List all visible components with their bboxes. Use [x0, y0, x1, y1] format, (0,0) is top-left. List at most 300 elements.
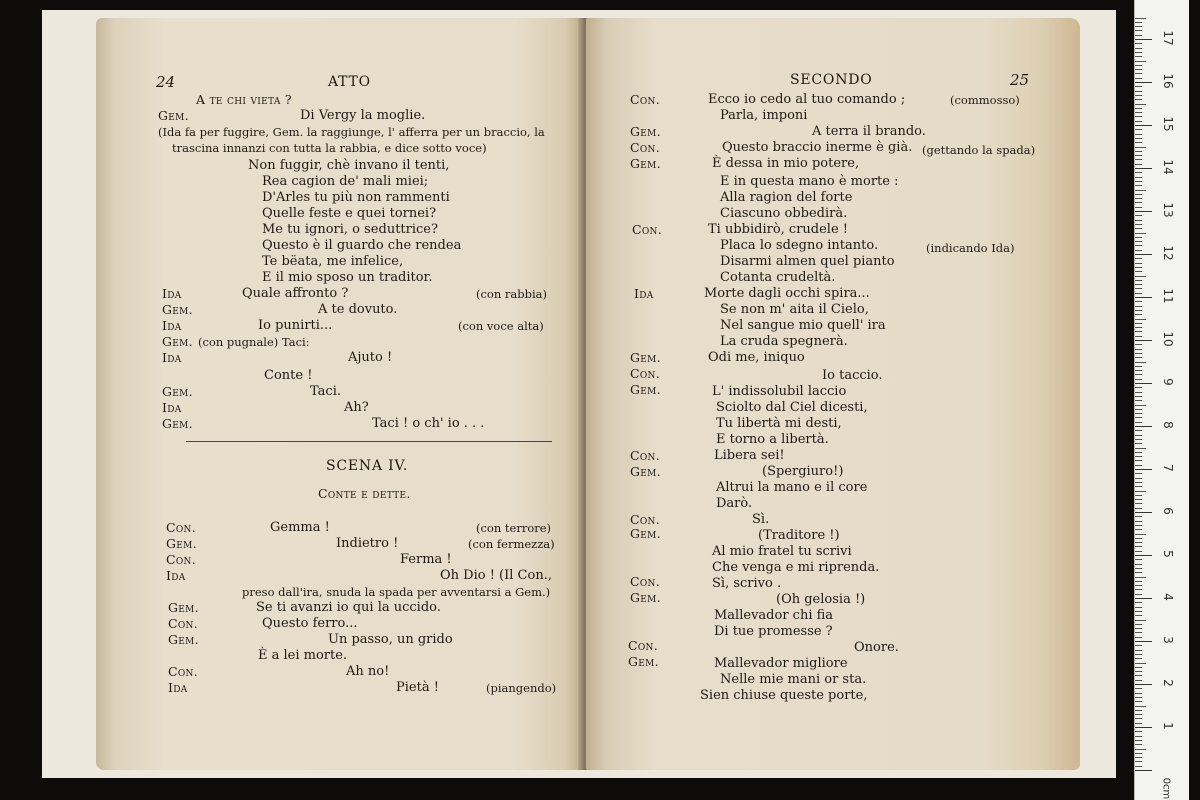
ruler-tick [1135, 147, 1146, 148]
speaker-name: Con. [630, 366, 660, 381]
ruler-tick [1135, 280, 1142, 281]
ruler-number: 14 [1161, 159, 1175, 175]
ruler-tick [1135, 237, 1142, 238]
ruler-tick [1135, 284, 1142, 285]
ruler-tick [1135, 534, 1146, 535]
ruler-tick [1135, 491, 1146, 492]
verse-line: Oh Dio ! (Il Con., [440, 568, 552, 583]
ruler-tick [1135, 684, 1152, 685]
ruler-tick [1135, 263, 1142, 264]
speaker-name: Con. [630, 512, 660, 527]
ruler-tick [1135, 422, 1142, 423]
ruler-tick [1135, 306, 1142, 307]
verse-line: Taci. [310, 384, 341, 399]
ruler-tick [1135, 310, 1142, 311]
verse-line: Onore. [854, 640, 899, 655]
ruler-tick [1135, 78, 1142, 79]
verse-line: L' indissolubil laccio [712, 384, 847, 399]
stage-direction: (con fermezza) [468, 537, 555, 551]
ruler-tick [1135, 349, 1142, 350]
ruler-tick [1135, 615, 1142, 616]
ruler-tick [1135, 546, 1142, 547]
ruler-tick [1135, 379, 1142, 380]
ruler-tick [1135, 198, 1142, 199]
ruler-tick [1135, 387, 1142, 388]
ruler-tick [1135, 521, 1142, 522]
ruler-tick [1135, 508, 1142, 509]
verse-line: Sien chiuse queste porte, [700, 688, 868, 703]
ruler-tick [1135, 336, 1142, 337]
speaker-name: Gem. [630, 156, 661, 171]
ruler-tick [1135, 26, 1142, 27]
ruler-number: 11 [1161, 288, 1175, 304]
ruler-tick [1135, 314, 1142, 315]
ruler-tick [1135, 473, 1142, 474]
stage-direction: (gettando la spada) [922, 143, 1036, 157]
verse-line: Questo braccio inerme è già. [722, 140, 913, 155]
verse-line: Darò. [716, 496, 753, 511]
ruler-tick [1135, 142, 1142, 143]
ruler-tick [1135, 288, 1142, 289]
ruler-tick [1135, 224, 1142, 225]
ruler-tick [1135, 542, 1142, 543]
ruler-number: 3 [1161, 636, 1175, 644]
ruler-tick [1135, 190, 1146, 191]
verse-line: Ti ubbidirò, crudele ! [708, 222, 849, 237]
speaker-name: Gem. [158, 108, 189, 123]
verse-line: Parla, imponi [720, 108, 808, 123]
ruler-tick [1135, 495, 1142, 496]
verse-line: Altrui la mano e il core [716, 480, 868, 495]
ruler-tick [1135, 628, 1142, 629]
ruler-tick [1135, 319, 1146, 320]
ruler-tick [1135, 650, 1142, 651]
verse-line: Te bëata, me infelice, [262, 254, 404, 269]
ruler-tick [1135, 417, 1142, 418]
speaker-name: Con. [630, 574, 660, 589]
ruler-tick [1135, 637, 1142, 638]
ruler-tick [1135, 405, 1146, 406]
verse-line: Quelle feste e quei tornei? [262, 206, 437, 221]
ruler-tick [1135, 594, 1142, 595]
ruler-tick [1135, 516, 1142, 517]
verse-line: Questo ferro... [262, 616, 358, 631]
page-number: 24 [156, 73, 176, 91]
ruler-tick [1135, 663, 1146, 664]
ruler-tick [1135, 108, 1142, 109]
ruler-tick [1135, 340, 1152, 341]
speaker-name: Con. [630, 92, 660, 107]
ruler-tick [1135, 641, 1152, 642]
ruler-tick [1135, 568, 1142, 569]
ruler-tick [1135, 215, 1142, 216]
ruler-tick [1135, 478, 1142, 479]
ruler-tick [1135, 611, 1142, 612]
ruler-tick [1135, 607, 1142, 608]
ruler-tick [1135, 585, 1142, 586]
speaker-name: Ida [166, 568, 186, 583]
ruler-tick [1135, 620, 1146, 621]
ruler-tick [1135, 430, 1142, 431]
verse-line: Di tue promesse ? [714, 624, 833, 639]
ruler-tick [1135, 439, 1142, 440]
verse-line: (Spergiuro!) [762, 464, 844, 479]
verse-line: La cruda spegnerà. [720, 334, 848, 349]
verse-line: Pietà ! [396, 680, 439, 695]
page-header: ATTO [328, 74, 371, 90]
ruler-number: 17 [1161, 30, 1175, 46]
ruler-tick [1135, 744, 1142, 745]
ruler-tick [1135, 245, 1142, 246]
ruler-tick [1135, 740, 1142, 741]
speaker-name: Con. [628, 638, 658, 653]
verse-line: Al mio fratel tu scrivi [712, 544, 852, 559]
stage-direction: (commosso) [950, 93, 1020, 107]
verse-line: Questo è il guardo che rendea [262, 238, 462, 253]
ruler-tick [1135, 469, 1152, 470]
ruler-tick [1135, 564, 1142, 565]
ruler-tick [1135, 35, 1142, 36]
speaker-name: Con. [632, 222, 662, 237]
ruler-tick [1135, 323, 1142, 324]
ruler-tick [1135, 164, 1142, 165]
ruler-tick [1135, 91, 1142, 92]
ruler-tick [1135, 99, 1142, 100]
ruler-tick [1135, 749, 1146, 750]
ruler-number: 8 [1161, 421, 1175, 429]
ruler-tick [1135, 589, 1142, 590]
verse-line: Alla ragion del forte [720, 190, 853, 205]
ruler-tick [1135, 129, 1142, 130]
ruler-number: 10 [1161, 331, 1175, 347]
verse-line: Io punirti... [258, 318, 333, 333]
ruler-tick [1135, 43, 1142, 44]
verse-line: Indietro ! [336, 536, 399, 551]
verse-line: Non fuggir, chè invano il tenti, [248, 158, 450, 173]
ruler-number: 4 [1161, 593, 1175, 601]
verse-line: Ferma ! [400, 552, 452, 567]
scene-title: SCENA IV. [326, 458, 409, 474]
ruler-tick [1135, 529, 1142, 530]
speaker-name: Gem. [168, 632, 199, 647]
ruler-tick [1135, 654, 1142, 655]
ruler-tick [1135, 121, 1142, 122]
ruler-tick [1135, 723, 1142, 724]
verse-line: È a lei morte. [258, 648, 348, 663]
verse-line: È dessa in mio potere, [712, 156, 860, 171]
verse-line: Ah no! [346, 664, 390, 679]
ruler-tick [1135, 400, 1142, 401]
verse-line: A terra il brando. [812, 124, 926, 139]
ruler-number: 7 [1161, 464, 1175, 472]
stage-direction: (indicando Ida) [926, 241, 1015, 255]
verse-line: Se non m' aita il Cielo, [720, 302, 869, 317]
ruler-tick [1135, 65, 1142, 66]
ruler-tick [1135, 426, 1152, 427]
ruler-tick [1135, 104, 1146, 105]
verse-line: Mallevador migliore [714, 656, 848, 671]
speaker-name: Gem. [630, 350, 661, 365]
ruler-tick [1135, 207, 1142, 208]
ruler-tick [1135, 344, 1142, 345]
ruler-tick [1135, 675, 1142, 676]
ruler-tick [1135, 632, 1142, 633]
verse-line: Gemma ! [270, 520, 330, 535]
ruler-tick [1135, 250, 1142, 251]
ruler-tick [1135, 151, 1142, 152]
ruler-tick [1135, 525, 1142, 526]
ruler-tick [1135, 116, 1142, 117]
verse-line: Ecco io cedo al tuo comando ; [708, 92, 906, 107]
verse-line: Quale affronto ? [242, 286, 349, 301]
ruler-tick [1135, 86, 1142, 87]
speaker-name: Ida [634, 286, 654, 301]
speaker-name: Gem. [628, 654, 659, 669]
speaker-name: Gem. [166, 536, 197, 551]
ruler-tick [1135, 228, 1142, 229]
verse-line: Conte ! [264, 368, 313, 383]
verse-line: E il mio sposo un traditor. [262, 270, 433, 285]
ruler-tick [1135, 202, 1142, 203]
verse-line: Odi me, iniquo [708, 350, 805, 365]
speaker-name: Ida [162, 318, 182, 333]
verse-line: Nelle mie mani or sta. [720, 672, 867, 687]
speaker-name: Ida [162, 400, 182, 415]
ruler-tick [1135, 727, 1152, 728]
ruler-tick [1135, 460, 1142, 461]
ruler-number: 1 [1161, 722, 1175, 730]
ruler-tick [1135, 396, 1142, 397]
verse-line: Cotanta crudeltà. [720, 270, 836, 285]
speaker-name: Gem. [630, 382, 661, 397]
ruler-tick [1135, 211, 1152, 212]
ruler-tick [1135, 39, 1152, 40]
ruler-tick [1135, 770, 1152, 771]
ruler-tick [1135, 503, 1142, 504]
ruler-tick [1135, 168, 1152, 169]
ruler-tick [1135, 452, 1142, 453]
ruler-tick [1135, 697, 1142, 698]
verse-line: Sciolto dal Ciel dicesti, [716, 400, 868, 415]
verse-line: Mallevador chi fia [714, 608, 834, 623]
ruler-tick [1135, 159, 1142, 160]
ruler-tick [1135, 155, 1142, 156]
ruler-number: 15 [1161, 116, 1175, 132]
ruler-tick [1135, 658, 1142, 659]
verse-line: Ciascuno obbedirà. [720, 206, 848, 221]
ruler-tick [1135, 680, 1142, 681]
ruler-tick [1135, 125, 1152, 126]
ruler-tick [1135, 276, 1146, 277]
stage-direction: (con pugnale) Taci: [198, 335, 310, 349]
verse-line: Me tu ignori, o seduttrice? [262, 222, 438, 237]
divider [186, 441, 552, 442]
ruler-tick [1135, 52, 1142, 53]
stage-direction: (con terrore) [476, 521, 552, 535]
ruler-tick [1135, 731, 1142, 732]
verse-line: E in questa mano è morte : [720, 174, 899, 189]
verse-line: (Oh gelosia !) [776, 592, 866, 607]
ruler-number: 6 [1161, 507, 1175, 515]
ruler-tick [1135, 220, 1142, 221]
ruler-tick [1135, 383, 1152, 384]
verse-line: Di Vergy la moglie. [300, 108, 426, 123]
ruler-tick [1135, 693, 1142, 694]
ruler-tick [1135, 293, 1142, 294]
ruler-tick [1135, 667, 1142, 668]
ruler-number: 12 [1161, 245, 1175, 261]
speaker-name: Gem. [168, 600, 199, 615]
stage-direction: trascina innanzi con tutta la rabbia, e dice sotto voce) [172, 141, 487, 155]
ruler-unit-label: 0cm [1160, 777, 1172, 800]
verse-line: Nel sangue mio quell' ira [720, 318, 886, 333]
ruler-tick [1135, 134, 1142, 135]
ruler-number: 2 [1161, 679, 1175, 687]
stage-direction: (con rabbia) [476, 287, 548, 301]
ruler-tick [1135, 443, 1142, 444]
speaker-name: Con. [166, 552, 196, 567]
ruler-tick [1135, 22, 1142, 23]
ruler-tick [1135, 362, 1146, 363]
ruler-tick [1135, 413, 1142, 414]
verse-line: A te chi vieta ? [196, 92, 292, 107]
ruler-tick [1135, 241, 1142, 242]
verse-line: Taci ! o ch' io . . . [372, 416, 485, 431]
ruler-tick [1135, 271, 1142, 272]
ruler-tick [1135, 48, 1142, 49]
ruler-tick [1135, 82, 1152, 83]
ruler-tick [1135, 706, 1146, 707]
verse-line: Sì, scrivo . [712, 576, 782, 591]
ruler-tick [1135, 353, 1142, 354]
ruler-tick [1135, 370, 1142, 371]
ruler-tick [1135, 456, 1142, 457]
page-header: SECONDO [790, 72, 873, 88]
verse-line: Ah? [344, 400, 369, 415]
ruler-tick [1135, 181, 1142, 182]
ruler-tick [1135, 559, 1142, 560]
ruler-tick [1135, 233, 1146, 234]
ruler-tick [1135, 409, 1142, 410]
ruler-tick [1135, 366, 1142, 367]
ruler-tick [1135, 671, 1142, 672]
speaker-name: Con. [168, 664, 198, 679]
verse-line: Se ti avanzi io qui la uccido. [256, 600, 441, 615]
ruler-tick [1135, 357, 1142, 358]
verse-line: (Traditore !) [758, 528, 840, 543]
page-number: 25 [1010, 71, 1030, 89]
speaker-name: Gem. [630, 124, 661, 139]
ruler-tick [1135, 486, 1142, 487]
stage-direction: (con voce alta) [458, 319, 544, 333]
speaker-name: Con. [166, 520, 196, 535]
ruler-tick [1135, 555, 1152, 556]
stage-direction: (piangendo) [486, 681, 557, 695]
ruler-number: 16 [1161, 73, 1175, 89]
ruler-tick [1135, 194, 1142, 195]
stage-direction: (Ida fa per fuggire, Gem. la raggiunge, l' afferra per un braccio, la [158, 125, 545, 139]
right-page [586, 18, 1080, 770]
verse-line: Tu libertà mi desti, [716, 416, 842, 431]
speaker-name: Ida [168, 680, 188, 695]
ruler-tick [1135, 331, 1142, 332]
verse-line: Ajuto ! [348, 350, 393, 365]
ruler-tick [1135, 138, 1142, 139]
ruler-tick [1135, 56, 1142, 57]
ruler-tick [1135, 688, 1142, 689]
speaker-name: Ida [162, 286, 182, 301]
ruler-tick [1135, 254, 1152, 255]
ruler-tick [1135, 645, 1142, 646]
ruler-tick [1135, 581, 1142, 582]
ruler-tick [1135, 718, 1142, 719]
ruler-tick [1135, 258, 1142, 259]
verse-line: Morte dagli occhi spira... [704, 286, 870, 301]
ruler-number: 13 [1161, 202, 1175, 218]
ruler-tick [1135, 267, 1142, 268]
speaker-name: Gem. [630, 464, 661, 479]
stage-direction: preso dall'ira, snuda la spada per avventarsi a Gem.) [242, 585, 551, 599]
ruler-tick [1135, 551, 1142, 552]
ruler-tick [1135, 602, 1142, 603]
ruler-tick [1135, 95, 1142, 96]
verse-line: Io taccio. [822, 368, 883, 383]
ruler-tick [1135, 172, 1142, 173]
ruler-tick [1135, 753, 1142, 754]
ruler-tick [1135, 61, 1146, 62]
ruler-tick [1135, 30, 1142, 31]
ruler-tick [1135, 465, 1142, 466]
left-page [96, 18, 584, 770]
speaker-name: Gem. [630, 590, 661, 605]
verse-line: Rea cagion de' mali miei; [262, 174, 429, 189]
ruler-tick [1135, 435, 1142, 436]
speaker-name: Gem. [162, 302, 193, 317]
ruler-tick [1135, 598, 1152, 599]
ruler-tick [1135, 512, 1152, 513]
ruler-number: 9 [1161, 378, 1175, 386]
verse-line: D'Arles tu più non rammenti [262, 190, 450, 205]
speaker-name: Con. [168, 616, 198, 631]
speaker-name: Gem. [630, 526, 661, 541]
measuring-ruler [1134, 0, 1189, 800]
ruler-tick [1135, 297, 1152, 298]
ruler-tick [1135, 736, 1142, 737]
verse-line: E torno a libertà. [716, 432, 829, 447]
verse-line: Un passo, un grido [328, 632, 453, 647]
verse-line: Che venga e mi riprenda. [712, 560, 880, 575]
ruler-tick [1135, 69, 1142, 70]
ruler-tick [1135, 73, 1142, 74]
ruler-tick [1135, 327, 1142, 328]
ruler-number: 5 [1161, 550, 1175, 558]
ruler-tick [1135, 112, 1142, 113]
speaker-name: Gem. [162, 416, 193, 431]
ruler-tick [1135, 624, 1142, 625]
speaker-name: Gem. [162, 384, 193, 399]
verse-line: Libera sei! [714, 448, 785, 463]
verse-line: Placa lo sdegno intanto. [720, 238, 879, 253]
ruler-tick [1135, 499, 1142, 500]
scene-subtitle: Conte e dette. [318, 486, 411, 501]
verse-line: A te dovuto. [318, 302, 398, 317]
speaker-name: Gem. [162, 334, 193, 349]
ruler-tick [1135, 177, 1142, 178]
ruler-tick [1135, 18, 1146, 19]
ruler-tick [1135, 392, 1142, 393]
speaker-name: Con. [630, 140, 660, 155]
verse-line: Sì. [752, 512, 770, 527]
